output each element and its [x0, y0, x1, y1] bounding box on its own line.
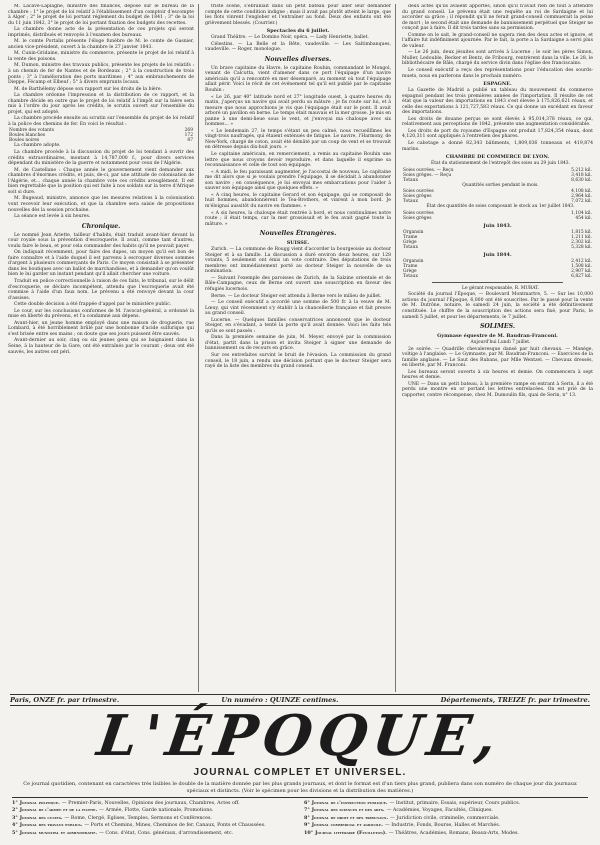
newspaper-title: L'ÉPOQUE,: [93, 703, 507, 769]
article-paragraph: M. Lacave-Laplagne, ministre des finances, dépose sur le bureau de la chambre : 1° le projet de loi relatif à l'établissement d'un comptoir d'escompte à Alger ; 2° le projet de loi portant réglement du budget de 1841 ; 3° de la loi du 11 juin 1842, 3° le projet de loi portant fixation des budgets des recettes.: [8, 4, 194, 26]
subsection-heading: SUISSE.: [286, 240, 310, 247]
index-name: Journal commercial et agricole.: [311, 822, 383, 829]
index-item: [304, 815, 588, 822]
index-description: — Académies, Voyages, Facultés, Cliniques.: [386, 808, 493, 814]
price-single-issue: Un numéro : QUINZE centimes.: [221, 696, 339, 704]
article-paragraph: Les droits de douane perçus se sont élevés à 95,014,378 réaux, ce qui, relativement aux perceptions de 1842, présente une augmentation considérable.: [402, 116, 593, 128]
subsection-heading: ESPAGNE.: [483, 81, 512, 88]
table-value-cell: 2,964 kil.: [571, 194, 592, 200]
caption-text: Le gérant responsable, R. MURAT.: [462, 285, 539, 291]
table-value-cell: 269: [184, 128, 193, 134]
index-item: [304, 830, 588, 837]
article-paragraph: — Suivant l'exemple des paroisses de Zurich, de la Salzine orientale et de Bâle-Campagne, ceux de Berne ont ouvert une souscription en faveur des réfugiés lucernois.: [205, 275, 391, 292]
newspaper-subtitle: JOURNAL COMPLET ET UNIVERSEL.: [193, 767, 407, 778]
index-description: — Ports et Chemins, Mines, Cheminos de fer, Canaux, Ponts et Chaussées.: [84, 823, 266, 829]
index-name: Journal de l'armée et de la flotte.: [19, 807, 98, 814]
table-label-cell: Soies grèges: [403, 215, 432, 221]
index-column-right: [304, 800, 588, 841]
article-paragraph: M. Dumon, ministre des travaux publics, présente les projets de loi relatifs : à un chemin de fer de Nantes et de Bordeaux ; 2° à la construction de trois ponts ; 3° à l'amélioration des ports maritimes ; 4° aux embranchements de Dieppe, Fécamp et Elbeuf ; 5° à divers emprunts locaux.: [8, 63, 194, 86]
article-paragraph: Célestins. — La Belle et la Bête, vaudeville. — Les Saltimbanques, vaudeville. — Roger, monologue.: [205, 41, 391, 53]
table-label-cell: Soies grèges. — Reçu: [403, 172, 452, 178]
index-number: 1°: [12, 800, 18, 806]
article-paragraph: Le capitaine américain, en remerciement, a remis au capitaine Rouhin une lettre que nous croyons devoir reproduire, et dans laquelle il exprime sa reconnaissance et celle de tout son équipage.: [205, 152, 391, 169]
stats-table: [402, 211, 593, 221]
article-paragraph: La chambre ordonne l'impression et la distribution de ce rapport, et la chambre décide en outre que le projet de loi relatif à l'impôt sur la bière sera mis à l'ordre du jour après les crédits, le scrutin ouvert sur l'ensemble du projet, qui est adopté.: [8, 93, 194, 115]
index-number: 3°: [12, 814, 18, 821]
table-value-cell: 1,104 kil.: [571, 210, 592, 216]
index-description: — Théâtres, Académies, Romans, Beaux-Arts, Modes.: [388, 830, 519, 836]
table-value-cell: 5,328 kil.: [571, 244, 592, 250]
article-paragraph: Avant-hier, un jeune homme employé dans une maison de droguerie, rue Lombard, à été horriblement brûlé par une bonbonne d'acide sulfurique qui s'est brisée entre ses mains ; on doute que ses jours puissent être sauvés.: [8, 320, 194, 337]
article-paragraph: La chambre donne acte de la présentation de ces projets qui seront imprimés, distribués et renvoyés à l'examen des bureaux.: [8, 27, 194, 38]
article-paragraph: Sur ces entrefaites survint le bruit de l'évasion. La commission du grand conseil, le 18 juin, a rendu une décision portant que le docteur Steiger sera rayé de la liste des membres du grand conseil.: [205, 352, 391, 370]
column-1: [8, 4, 199, 692]
index-description: — Rome, Clergé, Églises, Temples, Sermons et Conférences.: [64, 815, 212, 821]
section-heading: Nouvelles diverses.: [264, 55, 332, 63]
index-name: Journal municipal et administratif.: [19, 829, 98, 836]
article-columns: [8, 4, 594, 692]
subsection-heading: CHAMBRE DE COMMERCE DE LYON.: [445, 154, 550, 161]
index-number: 10°: [304, 829, 314, 836]
table-value-cell: 2,907 kil.: [571, 268, 592, 274]
article-paragraph: La chambre procède ensuite au scrutin sur l'ensemble du projet de loi relatif à la police des chemins de fer. En voici le résultat :: [8, 116, 194, 127]
table-label-cell: Grège: [403, 268, 417, 274]
table-row: [402, 245, 593, 250]
article-paragraph: « Le lendemain 27, le temps s'étant un peu calmé, nous recueillîmes les vingt-trois naufragés, qui étaient exténués de fatigue. Le navire, l'Harmony, de New-York, chargé de coton, avait été démâté par un coup de vent et se trouvait en détresse depuis dix-huit jours. »: [205, 128, 391, 151]
table-value-cell: 2,412 kil.: [571, 258, 592, 264]
article-paragraph: — Le 26 juin, deux jésuites sont arrivés à Lucerne ; le soir les pères Simon, Muller, Ledouble, Becker et Bentz, de Fribourg, rentrèrent dans la ville. Le 28, le bibliothécaire de Bâle, chargé du service divin dans l'église des franciscains.: [402, 50, 593, 67]
article-paragraph: Avant-dernier au soir, cinq ou six jeunes gens qui se baignaient dans la Seine, à la hauteur de la Gare, ont été entraînés par le courant ; deux ont été sauvés, les autres ont péri.: [8, 338, 194, 355]
index-description: — Institut, primaire, Essais, supérieur, Cours publics.: [389, 801, 521, 806]
index-description: — Armée, Flotte, Garde nationale, Promotions.: [99, 808, 214, 814]
article-paragraph: Traduit en police correctionnelle à raison de ces faits, le tribunal, sur le délit d'escroquerie, se déclare incompétent, attendu que l'escroquerie avait été commise à l'aide d'un faux nom. Le prévenu a été renvoyé devant la cour d'assises.: [8, 278, 194, 301]
article-paragraph: On indiquait récemment, pour faire des dupes, un moyen qu'il est bon de faire connaître et à l'aide duquel il est parvenu à escroquer diverses sommes d'argent à plusieurs commerçants de Paris. Ce moyen consistait à se présenter dans les boutiques avec un ballot de marchandises, et à demander qu'on voulût bien le lui garder un instant pendant qu'il allait chercher une voiture.: [8, 250, 194, 278]
index-number: 4°: [12, 822, 18, 829]
article-paragraph: La séance est levée à six heures.: [14, 214, 91, 220]
newspaper-description: Ce journal quotidien, contenant en caractères très lisibles le double de la matière donnée par les plus grands journaux, et dont le format est d'un tiers plus grand, publiera dans son numéro de chaque jour dix journaux spéciaux et distincts. (Voir le spécimen pour les divisions et la distribution des matières.): [23, 781, 577, 794]
article-paragraph: 2e soirée. — Quadrille chevaleresque dansé par huit chevaux. — Manège, voltige à l'anglaise. — Le Gymnaste, par M. Baudran-Franconi. — Exercices de la famille anglaise. — Le Saut des Rubans, par Mlle Wentzel. — Chevaux dressés, en liberté, par M. Franconi.: [402, 346, 593, 369]
index-item: [12, 822, 296, 829]
table-label-cell: Soies ouvrées: [403, 210, 434, 216]
article-paragraph: Le cour, sur les conclusions conformes de M. l'avocat-général, a ordonné la mise en liberté du prévenu, et l'a condamné aux dépens.: [8, 308, 194, 320]
index-item: [304, 822, 588, 829]
table-label-cell: Nombre des votants: [9, 128, 54, 134]
article-paragraph: Un brave capitaine du Havre, le capitaine Rouhin, commandant le Mongol, venant de Calcutta, vient d'amener dans ce port l'équipage d'un navire américain qu'il a rencontré en mer désemparé, au moment où tout l'équipage allait périr. Voici le récit de cet événement tel qu'il est publié par le capitaine Rouhin :: [205, 65, 391, 94]
stats-table: [402, 168, 593, 183]
table-value-cell: 1,211 kil.: [571, 234, 592, 240]
price-paris: Paris, ONZE fr. par trimestre.: [10, 696, 120, 704]
stats-table: [8, 128, 194, 143]
article-paragraph: UNE — Dans un petit bateau, à la première rampe en entrant à Serin, il a été perdu une montre en or portant les lettres entrelacées. On est prié de la rapporter, contre récompense, chez M. Dumoulin fils, quai de Serin, n° 13.: [402, 381, 593, 398]
table-value-cell: 8,630 kil.: [571, 177, 592, 183]
article-paragraph: « A midi, le feu paraissant augmenter, je l'accostai de nouveau. Le capitaine me dit alors que si je voulais prendre l'équipage, il se décidait à abandonner son navire ; en conséquence, je lui envoyai mes embarcations pour l'aider à sauver son équipage ainsi que quelques effets. »: [205, 169, 391, 192]
index-number: 8°: [304, 814, 310, 821]
index-item: [12, 815, 296, 822]
index-name: Journal des travaux publics.: [19, 822, 83, 829]
article-paragraph: M. de Barthélemy dépose son rapport sur les droits de la bière.: [14, 86, 163, 92]
index-number: 6°: [304, 800, 310, 806]
article-paragraph: Dans la première semaine de juin, M. Meyer, envoyé par la commission d'état, partit dans la prison et invita Steiger à signer une demande de bannissement ou de recours en grâce.: [205, 335, 391, 352]
index-item: [12, 800, 296, 807]
article-paragraph: M. de Castellane : Chaque année le gouvernement vient demander aux chambres d'énormes crédits, et puis, de-ci, par une attitude de colonisation de l'Algérie, et... chaque année la chambre vote ces crédits aveuglément. Il est bien regrettable que la position qui est faite à nos soldats sur la terre d'Afrique soit si dure.: [8, 167, 194, 195]
article-paragraph: Les bureaux seront ouverts à six heures et demie. On commencera à sept heures et demie.: [402, 369, 593, 381]
article-paragraph: Cette double décision a été frappée d'appel par le ministère public.: [14, 302, 172, 308]
table-label-cell: Soies grèges: [403, 194, 432, 200]
table-value-cell: 172: [184, 133, 193, 139]
stats-table: [402, 230, 593, 250]
article-paragraph: « A six heures, la chaloupe était rentrée à bord, et nous continuâmes notre route ; il était temps, car la mer grossissait et le feu avait gagné toute la mâture. »: [205, 210, 391, 227]
index-name: Journal littéraire (Feuilleton).: [315, 829, 387, 836]
table-label-cell: Grège: [403, 239, 417, 245]
subsection-heading: Juin 1844.: [483, 251, 512, 258]
article-paragraph: Le conseil exécutif a reçu des représentations pour l'éducation des sourds-muets, nous en parlerons dans le prochain numéro.: [402, 68, 593, 79]
index-item: [304, 800, 588, 807]
table-value-cell: 1,815 kil.: [571, 229, 592, 235]
table-row: [402, 274, 593, 279]
table-label-cell: Totaux: [403, 199, 418, 205]
table-value-cell: 4,108 kil.: [571, 189, 592, 195]
subsection-heading: Juin 1843.: [483, 222, 512, 229]
table-value-cell: 454 kil.: [575, 215, 592, 221]
column-2: [205, 4, 396, 692]
section-heading: Nouvelles Étrangères.: [259, 230, 337, 238]
article-paragraph: — Le conseil exécutif a accordé une somme de 500 fr. à la veuve de M. Lœuy, qui vint récemment s'y établir à la chancellerie française et fait preuve au grand conseil.: [205, 300, 391, 317]
index-name: Journal politique.: [19, 800, 60, 806]
table-label-cell: Soies ouvrées: [403, 189, 434, 195]
stats-table: [402, 189, 593, 204]
table-label-cell: Totaux: [403, 273, 418, 279]
article-paragraph: Grand Théâtre. — Le Domino Noir, opéra. — Lady Henriette, ballet.: [211, 35, 369, 41]
index-name: Journal de droit et des tribunaux.: [311, 814, 389, 821]
index-name: Journal de l'instruction publique.: [311, 800, 388, 806]
article-paragraph: Société du journal l'Époque, — Boulevard Montmartre, 5. — Sur les 10,000 actions du journal l'Époque, 6,000 ont été souscrites. Par le passé pour la vente de M. Dutrône, notaire, le samedi 24 juin, la société a été définitivement constituée. Le chiffre de la souscription des actions sera fixé, pour Paris, le samedi 5 juillet, et pour les départements, le 7 juillet.: [402, 292, 593, 320]
journal-index: [12, 797, 588, 841]
index-name: Journal des cultes.: [19, 814, 63, 821]
index-description: — Cons. d'état, Cons. généraux, d'arrondissement, etc.: [99, 830, 234, 836]
article-paragraph: Lucerne. — Quelques familles conservatrices annoncent que le docteur Steiger, en s'évadant, a tenté la porte qu'il avait donnée. Voici les faits tels qu'ils se sont passés :: [205, 317, 391, 334]
index-column-left: [12, 800, 296, 841]
index-item: [12, 807, 296, 814]
article-paragraph: Le cabotage a donné 82,343 bâtiments, 1,809,036 tonneaux et 419,874 marins.: [402, 141, 593, 152]
index-number: 7°: [304, 807, 310, 814]
table-label-cell: Organsin: [403, 229, 424, 235]
article-paragraph: M. Cunin-Gridaine, ministre du commerce, présente le projet de loi relatif à la vente des poisons.: [8, 51, 194, 62]
index-description: — Premier-Paris, Nouvelles, Opinions des journaux, Chambres, Actes off.: [61, 801, 240, 806]
table-value-cell: 7,072 kil.: [571, 199, 592, 205]
table-label-cell: Organsin: [403, 258, 424, 264]
subsection-heading: Spectacles du 6 juillet.: [266, 28, 330, 35]
caption-text: Quantités sorties pendant le mois.: [462, 182, 539, 188]
price-departments: Départements, TREIZE fr. par trimestre.: [440, 696, 590, 704]
index-item: [304, 807, 588, 814]
index-number: 5°: [12, 829, 18, 836]
index-description: — Industrie, Fonds, Bourse, Halles et Marchés.: [384, 823, 501, 829]
table-row: [402, 216, 593, 221]
article-paragraph: Comme on le sait, le grand-conseil ne sagera rien des deux actes et ignore, et l'affaire fut indéfiniment ajournée. Par le fait, la porte a la Sardaigne a servi plus de valeur.: [402, 32, 593, 49]
article-paragraph: « A cinq heures, le capitaine Gerard et son équipage, qui se composait de huit hommes, abandonnèrent le Tea-Brothers, et vinrent à mon bord. Je m'éloignai aussitôt du navire en flammes. »: [205, 192, 391, 209]
section-heading: SOLIMES.: [479, 323, 516, 331]
index-description: — Juridiction civile, criminelle, commerciale.: [390, 815, 500, 821]
caption-text: État des quantités de soies composant le stock au 1er juillet 1843.: [426, 204, 575, 210]
table-label-cell: Boules blanches: [9, 133, 46, 139]
article-paragraph: Le nommé Jean Ariette, tailleur d'habits, était traduit avant-hier devant la cour royale sous la prévention d'escroquerie. Il avait, comme tant d'autres, voulu faire le beau, et pour cela commander des habits qu'il ne pouvait payer.: [8, 232, 194, 249]
article-paragraph: Les droits de port du royaume d'Espagne ont produit 17,824,354 réaux, dont 4,120,311 sont appliqués à l'entretien des phares.: [402, 128, 593, 140]
table-value-cell: 2,302 kil.: [571, 239, 592, 245]
article-paragraph: M. le comte Portalis présente l'éloge funèbre de M. le comte de Gasnier, ancien vice-président, ouvert à la chambre le 27 janvier 1843.: [8, 39, 194, 50]
table-value-cell: 87: [187, 138, 193, 144]
article-paragraph: « Le 26, par 40° latitude nord et 27° longitude ouest, à quatre heures du matin, j'aperçus un navire qui avait perdu sa mâture ; je fis route sur lui, et à mesure que nous approchions je vis que l'équipage était sur le pont. Il avait arboré un pavillon en berne. Le temps était mauvais et la mer grosse. Je mis en panne à une demi-lieue sous le vent, et j'envoyai ma chaloupe avec six hommes... »: [205, 94, 391, 128]
table-label-cell: Soies ouvrées. — Reçu: [403, 167, 454, 173]
article-paragraph: Zurich. — La commune de Rougg vient d'accorder la bourgeoisie au docteur Steiger et à sa famille. La discussion a duré environ deux heures, sur 128 votants, 5 seulement ont émis un vote contraire. Des députations de trois membres ont immédiatement porté au docteur Steiger la nouvelle de sa nomination.: [205, 247, 391, 275]
table-value-cell: 3,418 kil.: [571, 172, 592, 178]
article-paragraph: M. Bugeaud, ministre, annonce que les mesures relatives à la colonisation vont recevoir leur exécution, et que la chambre sera saisie de propositions nouvelles dès la session prochaine.: [8, 196, 194, 213]
table-label-cell: Totaux: [403, 244, 418, 250]
index-number: 9°: [304, 822, 310, 829]
article-paragraph: La chambre procède à la discussion du projet de loi tendant à ouvrir des crédits extraordinaires, montant à 14,787,000 f., pour divers services dépendant du ministère de la guerre et notamment pour ceux de l'Algérie.: [8, 150, 194, 167]
table-label-cell: Trame: [403, 234, 418, 240]
column-3: [402, 4, 593, 692]
section-divider: [432, 282, 563, 283]
index-item: [12, 830, 296, 837]
table-label-cell: Boules noires: [9, 138, 40, 144]
subsection-heading: Gymnase équestre de M. Baudran-Franconi.: [437, 333, 558, 340]
index-name: Journal des sciences et des arts.: [311, 807, 385, 814]
table-label-cell: Totaux: [403, 177, 418, 183]
table-value-cell: 6,827 kil.: [571, 273, 592, 279]
section-heading: Chronique.: [81, 222, 121, 230]
stats-table: [402, 259, 593, 279]
table-value-cell: 5,212 kil.: [571, 167, 592, 173]
article-paragraph: triste scène, s'ébranlait dans un petit bateau pour aller leur demander compte de cette condition indigne ; mais il avait pas plutôt atteint le large, que les flots vinrent l'englober et l'entraîner au fond. Deux des enfants ont été grièvement blessés. (Courrier.): [205, 4, 391, 26]
article-paragraph: La chambre adopte.: [14, 143, 61, 149]
table-label-cell: Trame: [403, 263, 418, 269]
caption-text: État du stationnement de l'entrepôt des soies au 29 juin 1843.: [431, 161, 570, 167]
table-value-cell: 1,508 kil.: [571, 263, 592, 269]
article-paragraph: La Gazette de Madrid a publié un tableau du mouvement du commerce espagnol pendant les trois premières années de l'importation. Il résulte de cet état que la valeur des importations en 1843 s'est élevée à 175,826,621 réaux, et celle des exportations à 121,727,583 réaux. Ce qui donne un excédant en faveur des importations.: [402, 88, 593, 116]
caption-text: Aujourd'hui Lundi 7 juillet.: [470, 340, 531, 346]
article-paragraph: Berne. — Le docteur Steiger est attendu à Berne vers le milieu de juillet.: [211, 293, 382, 299]
article-paragraph: deux actes qu'ils avaient apportés, sinon qu'il n'avait rien de tout à attendre du grand conseil. Le prévenu était une requête au roi de Sardaigne et lui accorder sa grâce ; il répondit qu'il ne ferait grand-conseil commuerait la peine de mort ; le second était une demande de bannissement perpétuel que Steiger ne conçoit pas à faire. Il dit trois tardes sans sa permission.: [402, 4, 593, 32]
index-number: 2°: [12, 807, 18, 814]
